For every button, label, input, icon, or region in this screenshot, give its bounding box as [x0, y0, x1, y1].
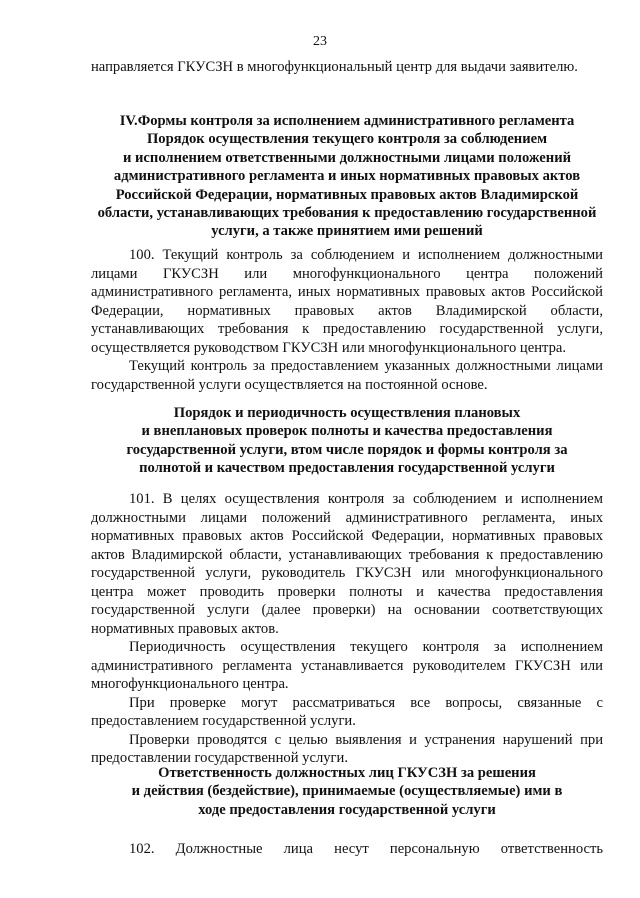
section-heading-text	[91, 404, 603, 478]
paragraph-101: 101. В целях осуществления контроля за соблюдением и исполнением должностными лицами положений административного регламента, иных нормативных правовых актов Российской Федерации, нормативных правовых актов Владимирской области, устанавливающих требования к предоставлению государственной услуги, руководитель ГКУСЗН или многофункционального центра может проводить проверки полноты и качества предоставления государственной услуги (далее проверки) на основании соответствующих нормативных правовых актов.	[91, 491, 603, 637]
heading-line: и действия (бездействие), принимаемые (осуществляемые) ими в	[131, 783, 563, 800]
heading-line: ходе предоставления государственной услуги	[198, 801, 496, 818]
page-number: 23	[313, 34, 327, 49]
heading-line: услуги, а также принятием ими решений	[211, 223, 483, 240]
heading-line: области, устанавливающих требования к предоставлению государственной	[97, 205, 597, 222]
paragraph-101-periodicity: Периодичность осуществления текущего контроля за исполнением административного регламента устанавливается руководителем ГКУСЗН или многофункционального центра.	[91, 639, 603, 692]
heading-line: Российской Федерации, нормативных правовых актов Владимирской	[115, 186, 579, 203]
paragraph-102: 102. Должностные лица несут персональную ответственность	[129, 841, 603, 857]
intro-paragraph: направляется ГКУСЗН в многофункциональный центр для выдачи заявителю.	[91, 59, 578, 75]
section-checks-heading	[91, 404, 603, 478]
paragraph-100-continued: Текущий контроль за предоставлением указанных должностными лицами государственной услуги осуществляется на постоянной основе.	[91, 358, 603, 393]
section-heading-text	[91, 112, 603, 241]
paragraph-101-purpose: Проверки проводятся с целью выявления и устранения нарушений при предоставлении государственной услуги.	[91, 731, 603, 766]
section-heading-text	[91, 764, 603, 819]
heading-line: IV.Формы контроля за исполнением административного регламента	[119, 113, 575, 129]
heading-line: Порядок осуществления текущего контроля за соблюдением	[146, 131, 548, 148]
heading-line: и внеплановых проверок полноты и качества предоставления	[141, 423, 553, 440]
section-responsibility-heading	[91, 764, 603, 819]
heading-line: Ответственность должностных лиц ГКУСЗН за решения	[158, 765, 536, 781]
heading-line: полнотой и качеством предоставления государственной услуги	[139, 460, 555, 477]
paragraph-100-block	[91, 246, 603, 394]
heading-line: Порядок и периодичность осуществления плановых	[173, 405, 521, 421]
heading-line: и исполнением ответственными должностными лицами положений	[122, 149, 572, 166]
intro-block	[91, 58, 603, 77]
paragraph-101-questions: При проверке могут рассматриваться все вопросы, связанные с предоставлением государственной услуги.	[91, 694, 603, 729]
heading-line: государственной услуги, втом числе порядок и формы контроля за	[126, 441, 568, 458]
paragraph-101-block	[91, 490, 603, 768]
heading-line: административного регламента и иных нормативных правовых актов	[113, 168, 581, 185]
paragraph-100: 100. Текущий контроль за соблюдением и исполнением должностными лицами ГКУСЗН или многофункционального центра положений административного регламента, иных нормативных правовых актов Российской Федерации, нормативных правовых актов Владимирской области, устанавливающих требования к предоставлению государственной услуги, осуществляется руководством ГКУСЗН или многофункционального центра.	[91, 247, 603, 356]
section-4-heading	[91, 112, 603, 241]
paragraph-102-block	[91, 840, 603, 859]
